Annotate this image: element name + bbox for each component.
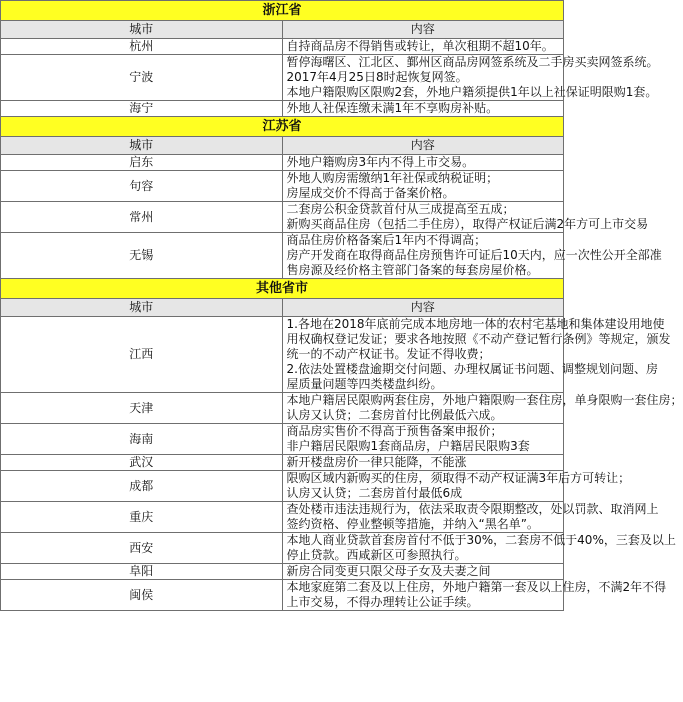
column-header-city: 城市 <box>1 299 283 317</box>
table-row <box>1 471 564 502</box>
city-cell: 天津 <box>1 393 283 424</box>
content-line: 售房源及经价格主管部门备案的每套房屋价格。 <box>286 263 539 277</box>
content-line: 新开楼盘房价一律只能降，不能涨 <box>286 455 467 469</box>
table-row <box>1 455 564 471</box>
table-row <box>1 55 564 101</box>
content-line: 房屋成交价不得高于备案价格。 <box>286 186 455 200</box>
column-header-content: 内容 <box>282 21 564 39</box>
content-cell <box>282 502 659 533</box>
content-cell <box>282 471 631 502</box>
content-line: 外地户籍购房3年内不得上市交易。 <box>286 155 475 169</box>
content-cell <box>282 393 683 424</box>
city-cell: 海南 <box>1 424 283 455</box>
city-cell: 阜阳 <box>1 564 283 580</box>
table-row <box>1 202 564 233</box>
column-header-row <box>1 137 564 155</box>
table-row <box>1 317 564 393</box>
content-cell <box>282 233 662 279</box>
city-cell: 西安 <box>1 533 283 564</box>
content-cell <box>282 202 649 233</box>
content-cell <box>282 424 564 455</box>
table-row <box>1 580 564 611</box>
content-line: 用权确权登记发证；要求各地按照《不动产登记暂行条例》等规定，颁发 <box>286 332 671 346</box>
content-line: 自持商品房不得销售或转让，单次租期不超10年。 <box>286 39 554 53</box>
content-cell <box>282 455 564 471</box>
city-cell: 武汉 <box>1 455 283 471</box>
city-cell: 无锡 <box>1 233 283 279</box>
province-title: 江苏省 <box>1 117 564 137</box>
content-cell <box>282 39 564 55</box>
table-row <box>1 39 564 55</box>
content-line: 外地人购房需缴纳1年社保或纳税证明； <box>286 171 499 185</box>
content-line: 非户籍居民限购1套商品房，户籍居民限购3套 <box>286 439 530 453</box>
content-line: 本地人商业贷款首套房首付不低于30%，二套房不低于40%，三套及以上 <box>286 533 676 547</box>
table-row <box>1 502 564 533</box>
table-row <box>1 424 564 455</box>
content-cell <box>282 171 564 202</box>
province-title: 浙江省 <box>1 1 564 21</box>
province-header-row <box>1 279 564 299</box>
column-header-city: 城市 <box>1 137 283 155</box>
table-row <box>1 393 564 424</box>
city-cell: 海宁 <box>1 101 283 117</box>
content-cell <box>282 533 676 564</box>
content-line: 认房又认贷；二套房首付比例最低六成。 <box>286 408 503 422</box>
city-cell: 江西 <box>1 317 283 393</box>
city-cell: 闽侯 <box>1 580 283 611</box>
city-cell: 成都 <box>1 471 283 502</box>
city-cell: 常州 <box>1 202 283 233</box>
province-title: 其他省市 <box>1 279 564 299</box>
city-cell: 句容 <box>1 171 283 202</box>
content-line: 本地户籍居民限购两套住房，外地户籍限购一套住房，单身限购一套住房； <box>286 393 683 407</box>
content-cell <box>282 55 659 101</box>
table-row <box>1 564 564 580</box>
content-line: 新购买商品住房（包括二手住房），取得产权证后满2年方可上市交易 <box>286 217 649 231</box>
content-line: 新房合同变更只限父母子女及夫妻之间 <box>286 564 491 578</box>
table-row <box>1 101 564 117</box>
content-line: 2.依法处置楼盘逾期交付问题、办理权属证书问题、调整规划问题、房 <box>286 362 658 376</box>
content-cell <box>282 580 667 611</box>
content-line: 二套房公积金贷款首付从三成提高至五成； <box>286 202 515 216</box>
column-header-city: 城市 <box>1 21 283 39</box>
content-line: 签约资格、停业整顿等措施，并纳入“黑名单”。 <box>286 517 539 531</box>
city-cell: 重庆 <box>1 502 283 533</box>
column-header-row <box>1 299 564 317</box>
content-line: 查处楼市违法违规行为，依法采取责令限期整改，处以罚款、取消网上 <box>286 502 659 516</box>
policy-table-body <box>1 1 683 611</box>
content-line: 1.各地在2018年底前完成本地房地一体的农村宅基地和集体建设用地使 <box>286 317 665 331</box>
city-cell: 宁波 <box>1 55 283 101</box>
content-line: 商品住房价格备案后1年内不得调高； <box>286 233 487 247</box>
content-cell <box>282 155 564 171</box>
content-line: 房产开发商在取得商品住房预售许可证后10天内，应一次性公开全部准 <box>286 248 662 262</box>
column-header-content: 内容 <box>282 299 564 317</box>
content-line: 本地家庭第二套及以上住房，外地户籍第一套及以上住房，不满2年不得 <box>286 580 667 594</box>
content-line: 停止贷款。西咸新区可参照执行。 <box>286 548 467 562</box>
content-line: 本地户籍限购区限购2套，外地户籍须提供1年以上社保证明限购1套。 <box>286 85 658 99</box>
table-row <box>1 233 564 279</box>
content-line: 商品房实售价不得高于预售备案申报价； <box>286 424 503 438</box>
content-line: 认房又认贷；二套房首付最低6成 <box>286 486 463 500</box>
content-cell <box>282 317 671 393</box>
city-cell: 启东 <box>1 155 283 171</box>
table-row <box>1 533 564 564</box>
column-header-content: 内容 <box>282 137 564 155</box>
content-line: 限购区域内新购买的住房，须取得不动产权证满3年后方可转让； <box>286 471 631 485</box>
province-header-row <box>1 1 564 21</box>
content-line: 屋质量问题等四类楼盘纠纷。 <box>286 377 443 391</box>
content-line: 上市交易，不得办理转让公证手续。 <box>286 595 479 609</box>
city-cell: 杭州 <box>1 39 283 55</box>
content-cell <box>282 564 564 580</box>
table-row <box>1 171 564 202</box>
table-row <box>1 155 564 171</box>
content-line: 2017年4月25日8时起恢复网签。 <box>286 70 468 84</box>
column-header-row <box>1 21 564 39</box>
content-line: 统一的不动产权证书。发证不得收费； <box>286 347 491 361</box>
province-header-row <box>1 117 564 137</box>
content-cell <box>282 101 564 117</box>
content-line: 外地人社保连缴未满1年不享购房补贴。 <box>286 101 499 115</box>
content-line: 暂停海曙区、江北区、鄞州区商品房网签系统及二手房买卖网签系统。 <box>286 55 659 69</box>
